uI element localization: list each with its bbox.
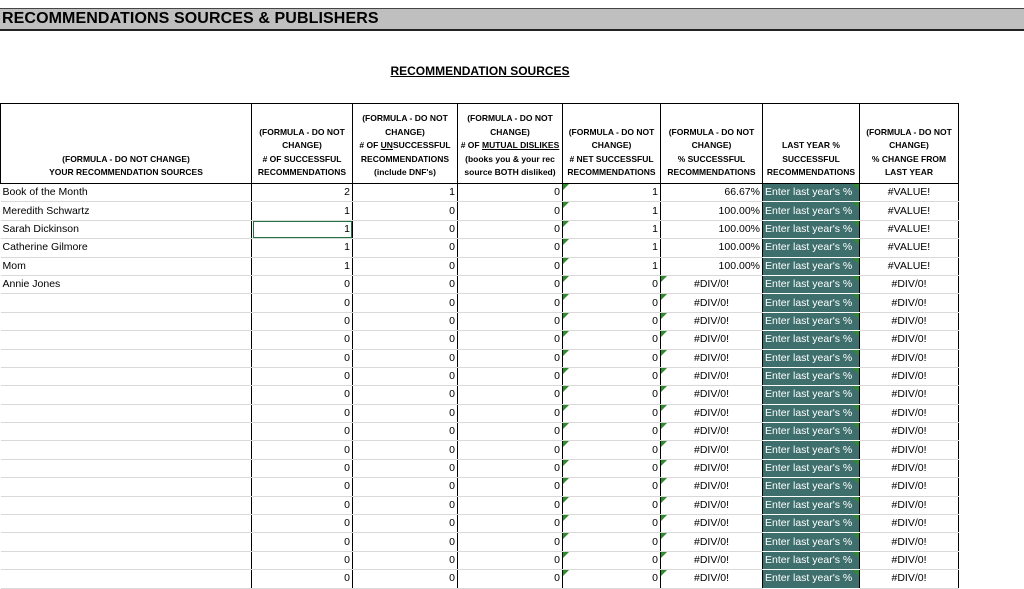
last-year-input-cell[interactable]: Enter last year's % bbox=[763, 257, 860, 275]
mutual-dislikes-cell[interactable]: 0 bbox=[458, 496, 563, 514]
banner-title: RECOMMENDATIONS SOURCES & PUBLISHERS bbox=[2, 10, 379, 27]
source-cell[interactable] bbox=[1, 349, 252, 367]
change-cell[interactable]: #DIV/0! bbox=[860, 515, 959, 533]
successful-cell[interactable]: 0 bbox=[252, 551, 353, 569]
table-row bbox=[1, 275, 959, 293]
mutual-dislikes-cell[interactable]: 0 bbox=[458, 220, 563, 238]
source-cell[interactable] bbox=[1, 312, 252, 330]
source-cell[interactable] bbox=[1, 331, 252, 349]
header-row bbox=[1, 104, 959, 184]
last-year-input-cell[interactable]: Enter last year's % bbox=[763, 515, 860, 533]
unsuccessful-cell[interactable]: 0 bbox=[353, 349, 458, 367]
mutual-dislikes-cell[interactable]: 0 bbox=[458, 257, 563, 275]
header-net-successful[interactable]: (FORMULA - DO NOT CHANGE) # NET SUCCESSFUL RECOMMENDATIONS bbox=[563, 104, 661, 184]
percent-successful-cell[interactable]: #DIV/0! bbox=[661, 515, 763, 533]
mutual-dislikes-cell[interactable]: 0 bbox=[458, 202, 563, 220]
net-successful-cell[interactable]: 0 bbox=[563, 551, 661, 569]
successful-cell[interactable]: 0 bbox=[252, 312, 353, 330]
recommendation-sources-table bbox=[0, 103, 959, 589]
unsuccessful-cell[interactable]: 0 bbox=[353, 441, 458, 459]
last-year-input-cell[interactable]: Enter last year's % bbox=[763, 423, 860, 441]
mutual-dislikes-cell[interactable]: 0 bbox=[458, 404, 563, 422]
mutual-dislikes-cell[interactable]: 0 bbox=[458, 386, 563, 404]
mutual-dislikes-cell[interactable]: 0 bbox=[458, 239, 563, 257]
net-successful-cell[interactable]: 0 bbox=[563, 441, 661, 459]
percent-successful-cell[interactable]: 100.00% bbox=[661, 257, 763, 275]
table-row bbox=[1, 496, 959, 514]
unsuccessful-cell[interactable]: 0 bbox=[353, 202, 458, 220]
mutual-dislikes-cell[interactable]: 0 bbox=[458, 423, 563, 441]
table-row bbox=[1, 441, 959, 459]
net-successful-cell[interactable]: 0 bbox=[563, 294, 661, 312]
last-year-input-cell[interactable]: Enter last year's % bbox=[763, 459, 860, 477]
source-cell[interactable]: Annie Jones bbox=[1, 275, 252, 293]
net-successful-cell[interactable]: 0 bbox=[563, 331, 661, 349]
successful-cell[interactable]: 1 bbox=[252, 202, 353, 220]
last-year-input-cell[interactable]: Enter last year's % bbox=[763, 570, 860, 588]
net-successful-cell[interactable]: 1 bbox=[563, 184, 661, 202]
table-row bbox=[1, 184, 959, 202]
source-cell[interactable] bbox=[1, 478, 252, 496]
source-cell[interactable] bbox=[1, 294, 252, 312]
last-year-input-cell[interactable]: Enter last year's % bbox=[763, 331, 860, 349]
mutual-dislikes-cell[interactable]: 0 bbox=[458, 331, 563, 349]
change-cell[interactable]: #DIV/0! bbox=[860, 312, 959, 330]
net-successful-cell[interactable]: 1 bbox=[563, 202, 661, 220]
change-cell[interactable]: #DIV/0! bbox=[860, 423, 959, 441]
source-cell[interactable] bbox=[1, 404, 252, 422]
successful-cell[interactable]: 0 bbox=[252, 478, 353, 496]
header-unsuccessful[interactable]: (FORMULA - DO NOT CHANGE) # OF UNSUCCESSFUL RECOMMENDATIONS (include DNF's) bbox=[353, 104, 458, 184]
unsuccessful-cell[interactable]: 0 bbox=[353, 478, 458, 496]
unsuccessful-cell[interactable]: 0 bbox=[353, 386, 458, 404]
percent-successful-cell[interactable]: #DIV/0! bbox=[661, 423, 763, 441]
mutual-dislikes-cell[interactable]: 0 bbox=[458, 459, 563, 477]
mutual-dislikes-cell[interactable]: 0 bbox=[458, 515, 563, 533]
change-cell[interactable]: #VALUE! bbox=[860, 257, 959, 275]
table-row bbox=[1, 459, 959, 477]
mutual-dislikes-cell[interactable]: 0 bbox=[458, 349, 563, 367]
table-row bbox=[1, 294, 959, 312]
mutual-dislikes-cell[interactable]: 0 bbox=[458, 551, 563, 569]
source-cell[interactable]: Sarah Dickinson bbox=[1, 220, 252, 238]
change-cell[interactable]: #DIV/0! bbox=[860, 349, 959, 367]
percent-successful-cell[interactable]: #DIV/0! bbox=[661, 496, 763, 514]
header-last-year[interactable]: LAST YEAR % SUCCESSFUL RECOMMENDATIONS bbox=[763, 104, 860, 184]
percent-successful-cell[interactable]: 100.00% bbox=[661, 202, 763, 220]
table-row bbox=[1, 404, 959, 422]
source-cell[interactable] bbox=[1, 496, 252, 514]
net-successful-cell[interactable]: 0 bbox=[563, 404, 661, 422]
successful-cell[interactable]: 0 bbox=[252, 294, 353, 312]
table-row bbox=[1, 331, 959, 349]
change-cell[interactable]: #DIV/0! bbox=[860, 441, 959, 459]
successful-cell[interactable]: 1 bbox=[252, 257, 353, 275]
percent-successful-cell[interactable]: #DIV/0! bbox=[661, 404, 763, 422]
change-cell[interactable]: #DIV/0! bbox=[860, 386, 959, 404]
percent-successful-cell[interactable]: 100.00% bbox=[661, 239, 763, 257]
percent-successful-cell[interactable]: 66.67% bbox=[661, 184, 763, 202]
source-cell[interactable] bbox=[1, 459, 252, 477]
table-row bbox=[1, 239, 959, 257]
header-source[interactable]: (FORMULA - DO NOT CHANGE) YOUR RECOMMENDATION SOURCES bbox=[1, 104, 252, 184]
change-cell[interactable]: #VALUE! bbox=[860, 220, 959, 238]
change-cell[interactable]: #DIV/0! bbox=[860, 551, 959, 569]
source-cell[interactable] bbox=[1, 570, 252, 588]
percent-successful-cell[interactable]: #DIV/0! bbox=[661, 533, 763, 551]
successful-cell[interactable]: 0 bbox=[252, 275, 353, 293]
table-row bbox=[1, 349, 959, 367]
last-year-input-cell[interactable]: Enter last year's % bbox=[763, 441, 860, 459]
unsuccessful-cell[interactable]: 0 bbox=[353, 515, 458, 533]
unsuccessful-cell[interactable]: 0 bbox=[353, 331, 458, 349]
mutual-dislikes-cell[interactable]: 0 bbox=[458, 275, 563, 293]
net-successful-cell[interactable]: 1 bbox=[563, 239, 661, 257]
unsuccessful-cell[interactable]: 0 bbox=[353, 257, 458, 275]
change-cell[interactable]: #DIV/0! bbox=[860, 459, 959, 477]
change-cell[interactable]: #DIV/0! bbox=[860, 294, 959, 312]
unsuccessful-cell[interactable]: 0 bbox=[353, 459, 458, 477]
unsuccessful-cell[interactable]: 0 bbox=[353, 312, 458, 330]
successful-cell[interactable]: 0 bbox=[252, 349, 353, 367]
source-cell[interactable] bbox=[1, 533, 252, 551]
last-year-input-cell[interactable]: Enter last year's % bbox=[763, 202, 860, 220]
mutual-dislikes-cell[interactable]: 0 bbox=[458, 184, 563, 202]
mutual-dislikes-cell[interactable]: 0 bbox=[458, 441, 563, 459]
header-percent-successful[interactable]: (FORMULA - DO NOT CHANGE) % SUCCESSFUL RECOMMENDATIONS bbox=[661, 104, 763, 184]
last-year-input-cell[interactable]: Enter last year's % bbox=[763, 220, 860, 238]
percent-successful-cell[interactable]: #DIV/0! bbox=[661, 275, 763, 293]
net-successful-cell[interactable]: 0 bbox=[563, 515, 661, 533]
net-successful-cell[interactable]: 0 bbox=[563, 459, 661, 477]
change-cell[interactable]: #DIV/0! bbox=[860, 570, 959, 588]
change-cell[interactable]: #VALUE! bbox=[860, 239, 959, 257]
successful-cell[interactable]: 0 bbox=[252, 441, 353, 459]
successful-cell[interactable]: 0 bbox=[252, 331, 353, 349]
successful-cell[interactable]: 2 bbox=[252, 184, 353, 202]
last-year-input-cell[interactable]: Enter last year's % bbox=[763, 404, 860, 422]
unsuccessful-cell[interactable]: 0 bbox=[353, 294, 458, 312]
percent-successful-cell[interactable]: #DIV/0! bbox=[661, 441, 763, 459]
mutual-dislikes-cell[interactable]: 0 bbox=[458, 533, 563, 551]
change-cell[interactable]: #VALUE! bbox=[860, 202, 959, 220]
successful-cell[interactable]: 1 bbox=[252, 220, 353, 238]
mutual-dislikes-cell[interactable]: 0 bbox=[458, 367, 563, 385]
successful-cell[interactable]: 0 bbox=[252, 423, 353, 441]
table-row bbox=[1, 312, 959, 330]
last-year-input-cell[interactable]: Enter last year's % bbox=[763, 184, 860, 202]
last-year-input-cell[interactable]: Enter last year's % bbox=[763, 386, 860, 404]
percent-successful-cell[interactable]: #DIV/0! bbox=[661, 367, 763, 385]
unsuccessful-cell[interactable]: 1 bbox=[353, 184, 458, 202]
successful-cell[interactable]: 0 bbox=[252, 496, 353, 514]
last-year-input-cell[interactable]: Enter last year's % bbox=[763, 551, 860, 569]
table-row bbox=[1, 515, 959, 533]
source-cell[interactable]: Book of the Month bbox=[1, 184, 252, 202]
table-row bbox=[1, 551, 959, 569]
last-year-input-cell[interactable]: Enter last year's % bbox=[763, 367, 860, 385]
percent-successful-cell[interactable]: 100.00% bbox=[661, 220, 763, 238]
percent-successful-cell[interactable]: #DIV/0! bbox=[661, 294, 763, 312]
net-successful-cell[interactable]: 0 bbox=[563, 349, 661, 367]
source-cell[interactable] bbox=[1, 423, 252, 441]
last-year-input-cell[interactable]: Enter last year's % bbox=[763, 312, 860, 330]
table-row bbox=[1, 220, 959, 238]
change-cell[interactable]: #DIV/0! bbox=[860, 275, 959, 293]
mutual-dislikes-cell[interactable]: 0 bbox=[458, 478, 563, 496]
change-cell[interactable]: #DIV/0! bbox=[860, 496, 959, 514]
table-row bbox=[1, 367, 959, 385]
unsuccessful-cell[interactable]: 0 bbox=[353, 423, 458, 441]
table-row bbox=[1, 478, 959, 496]
successful-cell[interactable]: 0 bbox=[252, 533, 353, 551]
unsuccessful-cell[interactable]: 0 bbox=[353, 533, 458, 551]
percent-successful-cell[interactable]: #DIV/0! bbox=[661, 478, 763, 496]
percent-successful-cell[interactable]: #DIV/0! bbox=[661, 312, 763, 330]
source-cell[interactable] bbox=[1, 551, 252, 569]
table-row bbox=[1, 423, 959, 441]
successful-cell[interactable]: 0 bbox=[252, 404, 353, 422]
net-successful-cell[interactable]: 1 bbox=[563, 220, 661, 238]
source-cell[interactable] bbox=[1, 367, 252, 385]
change-cell[interactable]: #DIV/0! bbox=[860, 404, 959, 422]
net-successful-cell[interactable]: 0 bbox=[563, 533, 661, 551]
unsuccessful-cell[interactable]: 0 bbox=[353, 275, 458, 293]
table-row bbox=[1, 257, 959, 275]
table-row bbox=[1, 202, 959, 220]
unsuccessful-cell[interactable]: 0 bbox=[353, 404, 458, 422]
change-cell[interactable]: #DIV/0! bbox=[860, 367, 959, 385]
percent-successful-cell[interactable]: #DIV/0! bbox=[661, 386, 763, 404]
section-title: RECOMMENDATION SOURCES bbox=[390, 64, 570, 78]
percent-successful-cell[interactable]: #DIV/0! bbox=[661, 349, 763, 367]
change-cell[interactable]: #VALUE! bbox=[860, 184, 959, 202]
unsuccessful-cell[interactable]: 0 bbox=[353, 220, 458, 238]
unsuccessful-cell[interactable]: 0 bbox=[353, 570, 458, 588]
net-successful-cell[interactable]: 0 bbox=[563, 275, 661, 293]
source-cell[interactable]: Mom bbox=[1, 257, 252, 275]
source-cell[interactable] bbox=[1, 515, 252, 533]
net-successful-cell[interactable]: 0 bbox=[563, 423, 661, 441]
mutual-dislikes-cell[interactable]: 0 bbox=[458, 570, 563, 588]
last-year-input-cell[interactable]: Enter last year's % bbox=[763, 239, 860, 257]
header-successful[interactable]: (FORMULA - DO NOT CHANGE) # OF SUCCESSFUL RECOMMENDATIONS bbox=[252, 104, 353, 184]
successful-cell[interactable]: 0 bbox=[252, 367, 353, 385]
header-change[interactable]: (FORMULA - DO NOT CHANGE) % CHANGE FROM LAST YEAR bbox=[860, 104, 959, 184]
successful-cell[interactable]: 0 bbox=[252, 459, 353, 477]
unsuccessful-cell[interactable]: 0 bbox=[353, 496, 458, 514]
net-successful-cell[interactable]: 0 bbox=[563, 312, 661, 330]
last-year-input-cell[interactable]: Enter last year's % bbox=[763, 496, 860, 514]
source-cell[interactable] bbox=[1, 441, 252, 459]
net-successful-cell[interactable]: 0 bbox=[563, 386, 661, 404]
change-cell[interactable]: #DIV/0! bbox=[860, 478, 959, 496]
percent-successful-cell[interactable]: #DIV/0! bbox=[661, 570, 763, 588]
last-year-input-cell[interactable]: Enter last year's % bbox=[763, 533, 860, 551]
table-row bbox=[1, 570, 959, 588]
net-successful-cell[interactable]: 0 bbox=[563, 496, 661, 514]
successful-cell[interactable]: 0 bbox=[252, 515, 353, 533]
source-cell[interactable] bbox=[1, 386, 252, 404]
last-year-input-cell[interactable]: Enter last year's % bbox=[763, 294, 860, 312]
last-year-input-cell[interactable]: Enter last year's % bbox=[763, 349, 860, 367]
last-year-input-cell[interactable]: Enter last year's % bbox=[763, 275, 860, 293]
unsuccessful-cell[interactable]: 0 bbox=[353, 239, 458, 257]
net-successful-cell[interactable]: 1 bbox=[563, 257, 661, 275]
percent-successful-cell[interactable]: #DIV/0! bbox=[661, 331, 763, 349]
last-year-input-cell[interactable]: Enter last year's % bbox=[763, 478, 860, 496]
successful-cell[interactable]: 1 bbox=[252, 239, 353, 257]
change-cell[interactable]: #DIV/0! bbox=[860, 533, 959, 551]
unsuccessful-cell[interactable]: 0 bbox=[353, 367, 458, 385]
sheet-banner bbox=[0, 8, 1024, 31]
mutual-dislikes-cell[interactable]: 0 bbox=[458, 294, 563, 312]
net-successful-cell[interactable]: 0 bbox=[563, 478, 661, 496]
table-row bbox=[1, 386, 959, 404]
source-cell[interactable]: Meredith Schwartz bbox=[1, 202, 252, 220]
unsuccessful-cell[interactable]: 0 bbox=[353, 551, 458, 569]
net-successful-cell[interactable]: 0 bbox=[563, 367, 661, 385]
percent-successful-cell[interactable]: #DIV/0! bbox=[661, 459, 763, 477]
net-successful-cell[interactable]: 0 bbox=[563, 570, 661, 588]
table-row bbox=[1, 533, 959, 551]
change-cell[interactable]: #DIV/0! bbox=[860, 331, 959, 349]
percent-successful-cell[interactable]: #DIV/0! bbox=[661, 551, 763, 569]
header-mutual-dislikes[interactable]: (FORMULA - DO NOT CHANGE) # OF MUTUAL DISLIKES (books you & your rec source BOTH disliked) bbox=[458, 104, 563, 184]
successful-cell[interactable]: 0 bbox=[252, 386, 353, 404]
mutual-dislikes-cell[interactable]: 0 bbox=[458, 312, 563, 330]
successful-cell[interactable]: 0 bbox=[252, 570, 353, 588]
source-cell[interactable]: Catherine Gilmore bbox=[1, 239, 252, 257]
